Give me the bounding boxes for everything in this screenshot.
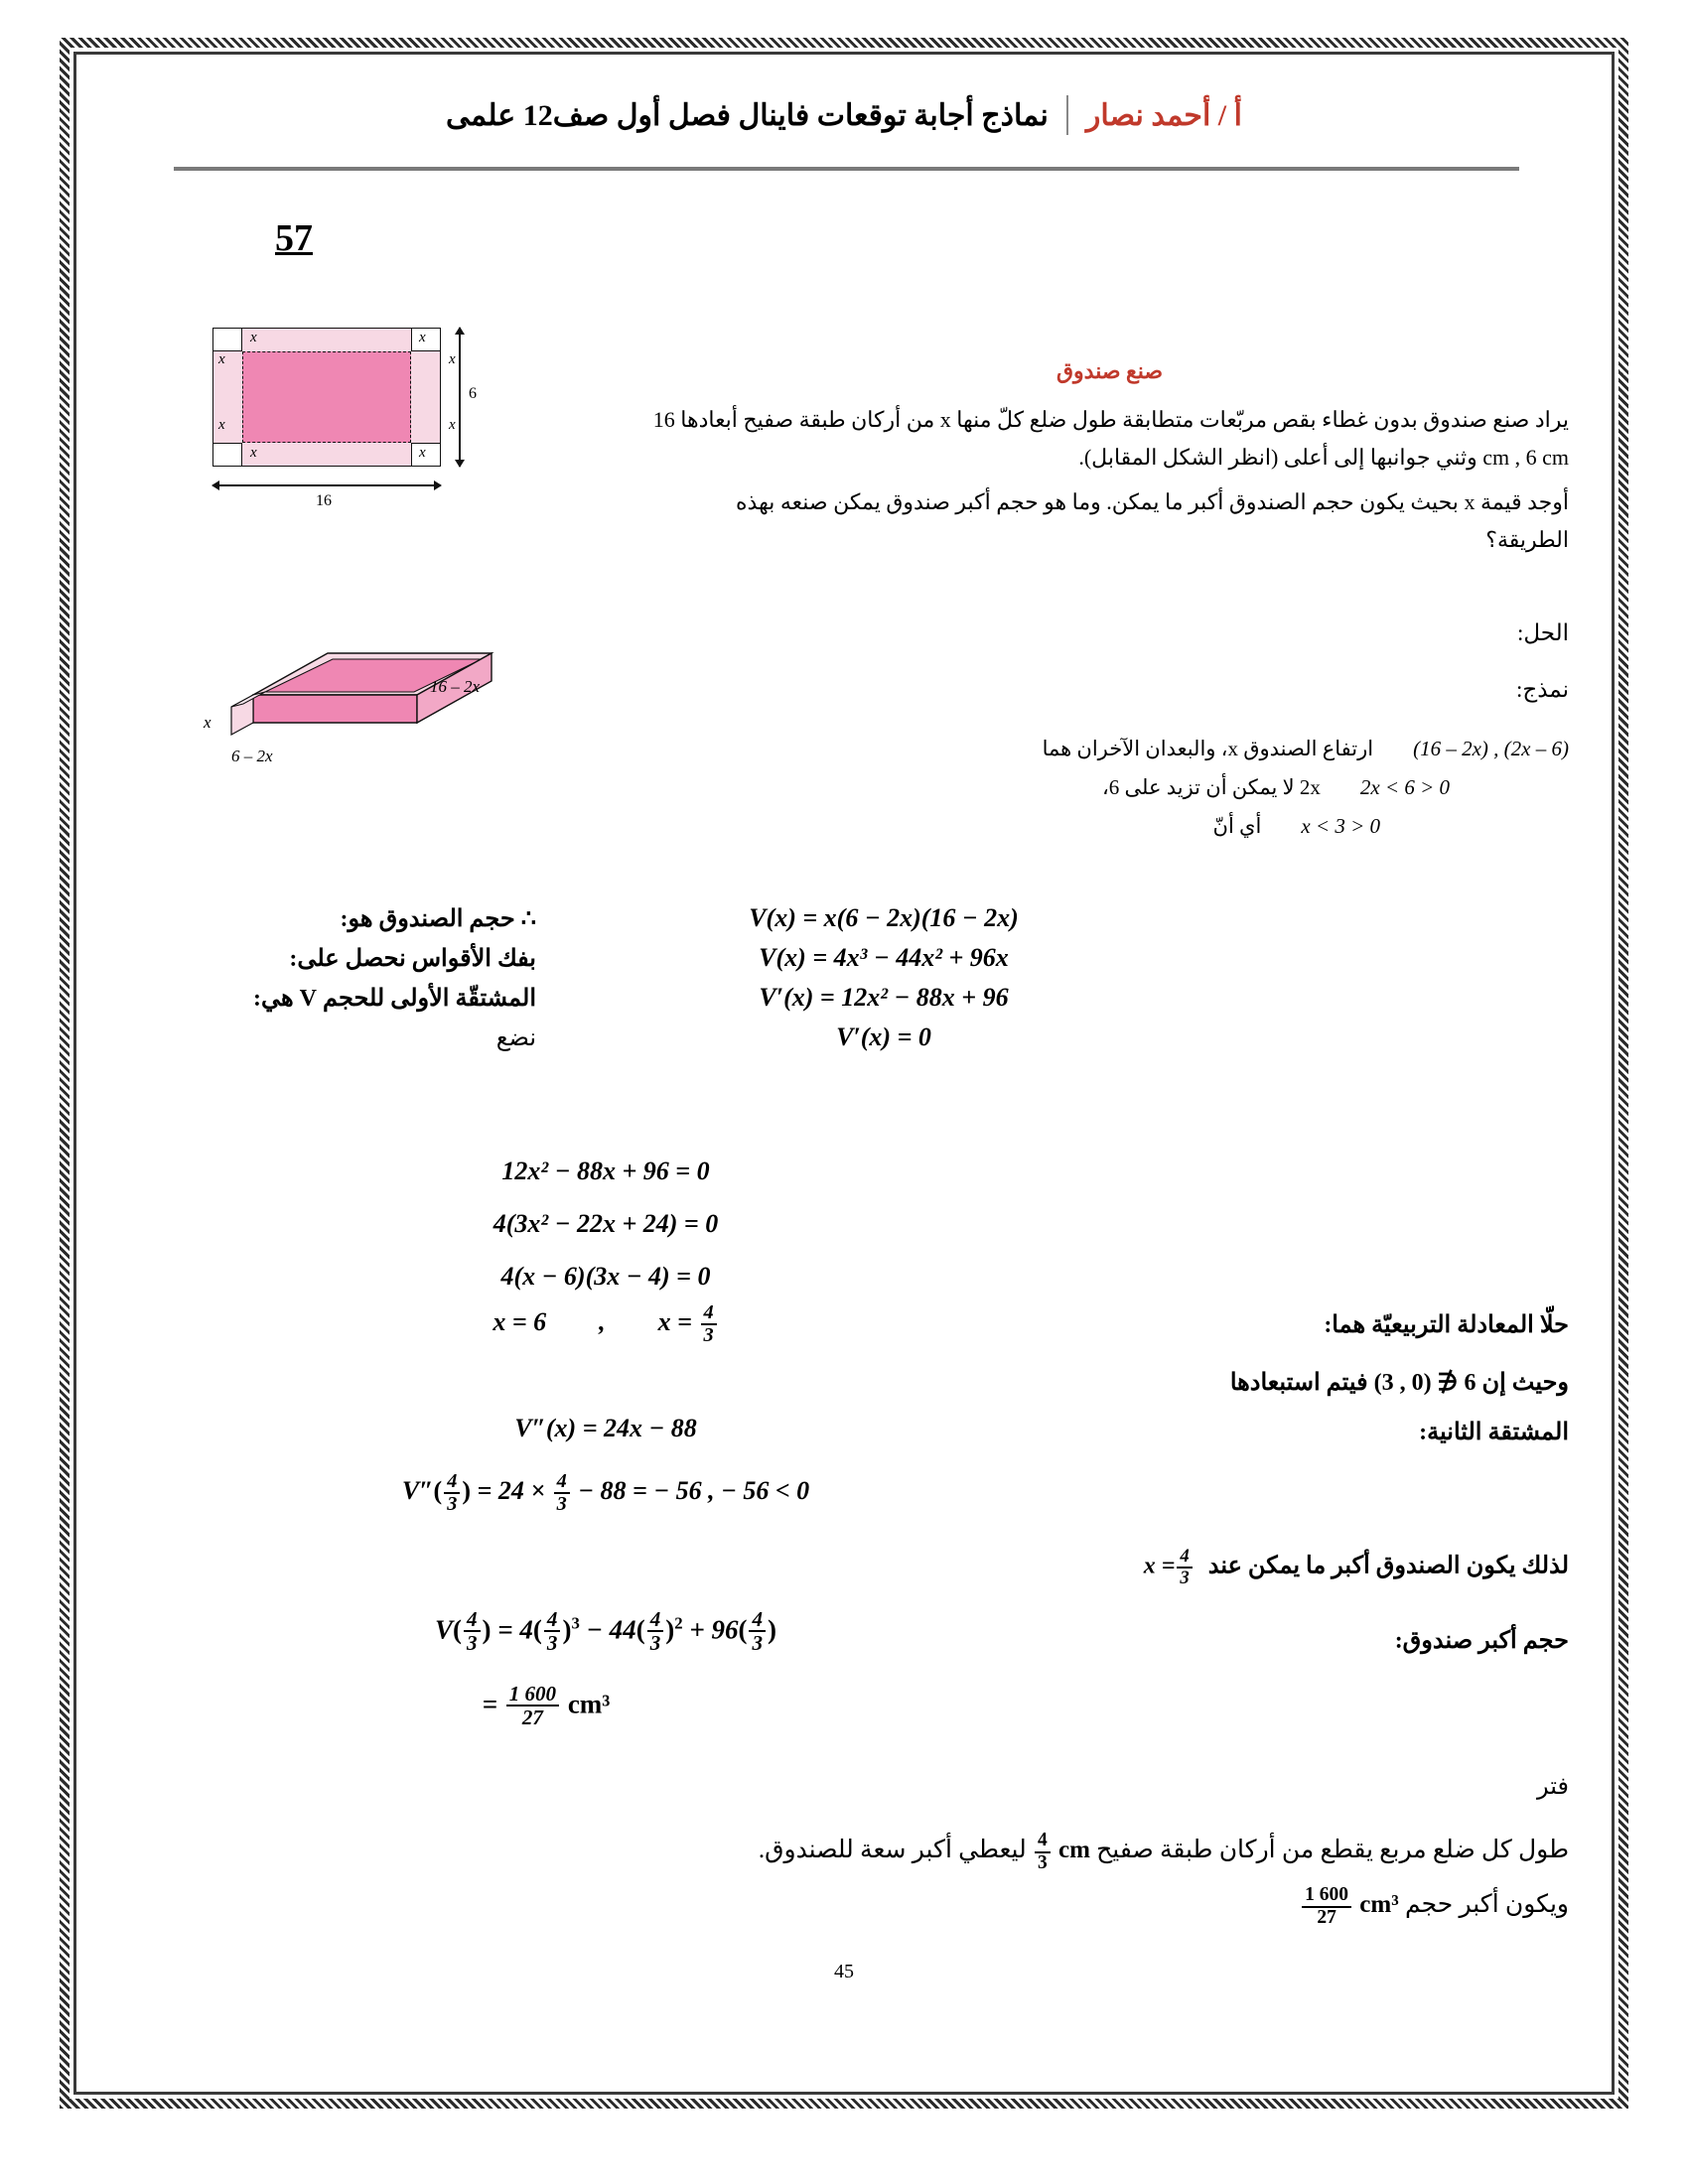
mv-f3-den: 3 (752, 1631, 764, 1656)
interp-unit-cm: cm (1057, 1837, 1090, 1863)
derivation-block (119, 903, 1569, 1062)
problem-number: 57 (275, 217, 313, 259)
sheet-width-label: 16 (316, 492, 332, 509)
interpretation-line-1 (367, 1827, 1569, 1874)
sheet-height-label: 6 (469, 385, 477, 402)
conclusion-max-row (1144, 1547, 1569, 1587)
statement-title: صنع صندوق (1055, 358, 1164, 383)
derivation-eq-set-zero: V′(x) = 0 (836, 1023, 931, 1051)
conclusion-max-value (1144, 1547, 1195, 1587)
second-derivative-eval-tail: − 88 = − 56 , − 56 < 0 (578, 1476, 810, 1506)
second-derivative-eq: V″(x) = 24x − 88 (514, 1414, 697, 1442)
derivation-label-volume: ∴ حجم الصندوق هو: (340, 905, 536, 932)
derivation-eq-volume: V(x) = x(6 − 2x)(16 − 2x) (749, 903, 1019, 932)
conclusion-max-frac (1177, 1547, 1192, 1587)
derivation-row-first-derivative (119, 983, 1569, 1013)
model-line-3-math: 0 < x < 3 (1301, 813, 1380, 838)
sheet-label-x-3: x (218, 351, 225, 367)
mv-arg-num: 4 (464, 1608, 481, 1632)
mv-f2-num: 4 (647, 1608, 664, 1632)
max-volume-result-fraction (506, 1683, 559, 1728)
solve-step-1: 12x² − 88x + 96 = 0 (501, 1157, 710, 1185)
interp-f2-num: 1 600 (1302, 1885, 1351, 1907)
second-derivative-eval-rest: = 24 × (477, 1476, 546, 1506)
mv-frac-arg (464, 1608, 481, 1654)
second-derivative-eval: V″( $\frac{4}{3}$ ) = 24 × $\frac{4}{3}$ − 88 = − 56 , − 56 < 0 (401, 1470, 810, 1516)
derivation-eq-expanded: V(x) = 4x³ − 44x² + 96x (759, 943, 1009, 972)
second-derivative-label: المشتقة الثانية: (1419, 1420, 1569, 1445)
max-volume-eq-tail: − 44 (586, 1614, 636, 1645)
solve-step-3: 4(x − 6)(3x − 4) = 0 (500, 1262, 711, 1291)
box-width-label: 6 – 2x (231, 747, 273, 765)
interpretation-line-2-a: ويكون أكبر حجم (1404, 1891, 1569, 1918)
interpretation-line-1-a: طول كل ضلع مربع يقطع من أركان طبقة صفيح (1096, 1837, 1569, 1863)
root-frac-denominator: 3 (703, 1324, 714, 1347)
derivation-row-set-zero (119, 1023, 1569, 1052)
root-six: x = 6 (492, 1307, 547, 1337)
derivation-label-first-derivative: المشتقّة الأولى للحجم V هي: (253, 985, 536, 1012)
max-volume-result-unit: cm³ (567, 1689, 611, 1719)
figure-flat-sheet (199, 318, 487, 509)
figure-open-box (194, 635, 521, 814)
sd-frac2-den: 3 (556, 1493, 567, 1516)
root-frac-numerator: 4 (701, 1302, 717, 1325)
sheet-label-x-7: x (250, 445, 257, 461)
sheet-label-x-6: x (449, 417, 456, 433)
mv-frac-1 (544, 1608, 561, 1654)
max-volume-label: حجم أكبر صندوق: (1394, 1628, 1569, 1654)
model-line-1-math: (6 – 2x) , (16 – 2x) (1413, 737, 1569, 760)
model-label: نمذج: (1515, 677, 1569, 702)
interpretation-line-1-b: ليعطي أكبر سعة للصندوق. (758, 1837, 1027, 1863)
sheet-height-arrow (459, 328, 461, 467)
sheet-inner-dashed-rect (242, 351, 411, 443)
header-rule (174, 167, 1519, 171)
interp-frac-2 (1302, 1885, 1351, 1928)
model-line-3 (650, 807, 1569, 846)
sheet-label-x-2: x (419, 330, 426, 345)
model-line-3-text: أي أنّ (1212, 813, 1262, 838)
sheet-width-arrow (212, 484, 441, 486)
second-derivative-eval-frac (444, 1471, 460, 1516)
interpretation-line-2 (367, 1881, 1569, 1929)
corner-square-bottom-right (411, 443, 441, 467)
sd-frac-num: 4 (444, 1471, 460, 1494)
root-four-thirds-prefix: x = (657, 1307, 692, 1337)
max-volume-result-prefix: = (482, 1689, 497, 1719)
second-derivative-eval-prefix: V″ (401, 1476, 434, 1506)
sheet-label-x-1: x (250, 330, 257, 345)
conclusion-max-var: x = (1143, 1553, 1176, 1579)
model-line-2-math: 0 < 2x < 6 (1359, 774, 1450, 799)
model-line-2-text: 2x لا يمكن أن تزيد على 6، (1101, 774, 1321, 799)
interp-frac-1 (1035, 1831, 1051, 1873)
model-line-1 (650, 730, 1569, 768)
sheet-label-x-5: x (218, 417, 225, 433)
interp-unit-cm3: cm³ (1359, 1891, 1399, 1918)
mv-f1-den: 3 (546, 1631, 558, 1656)
model-block (650, 730, 1569, 846)
interp-f2-den: 27 (1317, 1906, 1336, 1928)
mv-f3-num: 4 (749, 1608, 766, 1632)
second-derivative-eval-frac2 (554, 1471, 570, 1516)
corner-square-bottom-left (212, 443, 242, 467)
corner-square-top-right (411, 328, 441, 351)
derivation-eq-first-derivative: V′(x) = 12x² − 88x + 96 (759, 983, 1009, 1012)
derivation-label-expanded: بفك الأقواس نحصل على: (289, 945, 536, 972)
mv-frac-2 (647, 1608, 664, 1654)
mv-arg-den: 3 (466, 1631, 478, 1656)
exclusion-note: وحيث إن 6 ∉ (0 , 3) فيتم استبعادها (1229, 1370, 1569, 1396)
solve-step-2: 4(3x² − 22x + 24) = 0 (492, 1209, 719, 1238)
statement-line-2: أوجد قيمة x بحيث يكون حجم الصندوق أكبر ما يمكن. وما هو حجم أكبر صندوق يمكن صنعه بهذه الطريقة؟ (736, 488, 1569, 552)
root-four-thirds-fraction (701, 1302, 717, 1347)
derivation-label-set-zero: نضع (495, 1024, 536, 1051)
conclusion-max-text: لذلك يكون الصندوق أكبر ما يمكن عند (1207, 1553, 1569, 1579)
max-volume-eq-tail2: + 96 (689, 1614, 739, 1645)
sd-frac2-num: 4 (554, 1471, 570, 1494)
max-volume-eq-prefix: V (434, 1614, 453, 1645)
sd-frac-den: 3 (447, 1493, 458, 1516)
interpretation-line-1-value (1033, 1827, 1090, 1874)
header-divider (1066, 95, 1068, 135)
roots-equation (119, 1302, 1092, 1347)
solution-label: الحل: (1516, 620, 1569, 645)
mv-f1-num: 4 (544, 1608, 561, 1632)
header-teacher-name: أ / أحمد نصار (1085, 98, 1242, 132)
max-volume-eq-body: = 4 (497, 1614, 533, 1645)
statement-line-1: يراد صنع صندوق بدون غطاء بقص مربّعات متطابقة طول ضلع كلّ منها x من أركان طبقة صفيح أبعادها 16 cm , 6 cm وثني جوانبها إلى أعلى (انظر الشكل المقابل). (652, 406, 1569, 470)
corner-square-top-left (212, 328, 242, 351)
roots-label: حلّا المعادلة التربيعيّة هما: (1324, 1312, 1569, 1338)
page-title: نماذج أجابة توقعات فاينال فصل أول صف12 علمى (446, 98, 1049, 132)
box-height-label: x (204, 713, 211, 732)
interpretation-line-2-value (1300, 1881, 1399, 1929)
document-header (119, 95, 1569, 135)
derivation-row-expanded (119, 943, 1569, 973)
interp-f1-den: 3 (1037, 1851, 1048, 1873)
roots-separator: , (599, 1307, 606, 1337)
sheet-label-x-4: x (449, 351, 456, 367)
page-number: 45 (834, 1961, 854, 1982)
conclusion-frac-den: 3 (1180, 1567, 1190, 1588)
mv-res-den: 27 (521, 1706, 543, 1730)
mv-frac-3 (749, 1608, 766, 1654)
box-length-label: 16 – 2x (430, 677, 481, 696)
mv-f2-den: 3 (649, 1631, 661, 1656)
interp-f1-num: 4 (1035, 1831, 1051, 1852)
max-volume-equation: V( $\frac{4}{3}$ ) = 4( $\frac{4}{3}$ )$^3$ − 44( $\frac{4}{3}$ )$^2$ + 96( $\frac{4}{3}$ ) (434, 1607, 777, 1656)
interpretation-label: فتر (1537, 1774, 1569, 1800)
max-volume-result (119, 1683, 973, 1728)
conclusion-frac-num: 4 (1177, 1547, 1192, 1569)
model-line-2 (650, 768, 1569, 807)
derivation-row-volume (119, 903, 1569, 933)
problem-statement (650, 352, 1569, 566)
sheet-label-x-8: x (419, 445, 426, 461)
mv-res-num: 1 600 (506, 1683, 559, 1706)
model-line-1-text: ارتفاع الصندوق x، والبعدان الآخران هما (1042, 737, 1374, 760)
